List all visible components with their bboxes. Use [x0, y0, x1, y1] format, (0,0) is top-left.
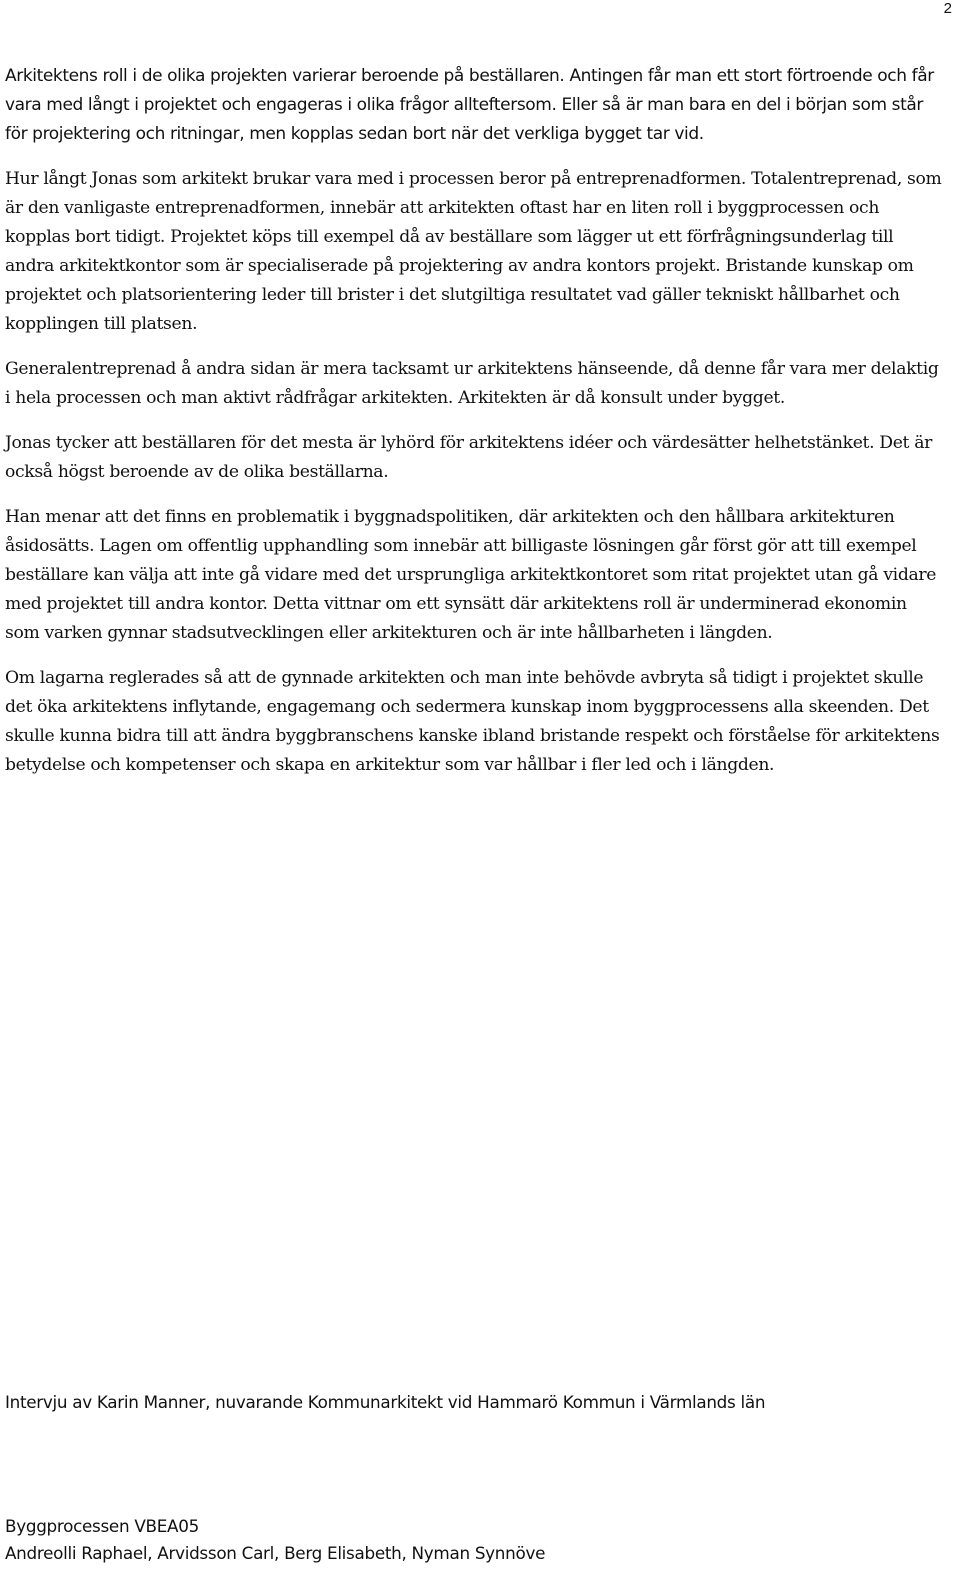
- paragraph-client-attitude: Jonas tycker att beställaren för det mesta är lyhörd för arkitektens idéer och värdesätter helhetstänket. Det är också högst beroende av de olika beställarna.: [5, 433, 932, 482]
- page-footer: [5, 1513, 945, 1567]
- interview-heading: Intervju av Karin Manner, nuvarande Kommunarkitekt vid Hammarö Kommun i Värmlands län: [5, 1392, 766, 1412]
- document-body: [5, 62, 945, 796]
- paragraph-law-regulation: Om lagarna reglerades så att de gynnade arkitekten och man inte behövde avbryta så tidigt i projektet skulle det öka arkitektens inflytande, engagemang och sedermera kunskap inom byggprocessens alla skeenden. Det skulle kunna bidra till att ändra byggbranschens kanske ibland bristande respekt och förståelse för arkitektens betydelse och kompetenser och skapa en arkitektur som var hållbar i fler led och i längden.: [5, 668, 940, 775]
- paragraph-general-contract: Generalentreprenad å andra sidan är mera tacksamt ur arkitektens hänseende, då denne får vara mer delaktig i hela processen och man aktivt rådfrågar arkitekten. Arkitekten är då konsult under bygget.: [5, 359, 939, 408]
- page-number: 2: [943, 0, 952, 17]
- paragraph-building-policy: Han menar att det finns en problematik i byggnadspolitiken, där arkitekten och den hållbara arkitekturen åsidosätts. Lagen om offentlig upphandling som innebär att billigaste lösningen går först gör att till exempel beställare kan välja att inte gå vidare med det ursprungliga arkitektkontoret som ritat projektet utan gå vidare med projektet till andra kontor. Detta vittnar om ett synsätt där arkitektens roll är underminerad ekonomin som varken gynnar stadsutvecklingen eller arkitekturen och är inte hållbarheten i längden.: [5, 507, 937, 643]
- footer-course: Byggprocessen VBEA05: [5, 1516, 199, 1536]
- footer-authors: Andreolli Raphael, Arvidsson Carl, Berg Elisabeth, Nyman Synnöve: [5, 1543, 546, 1563]
- paragraph-contract-forms: Hur långt Jonas som arkitekt brukar vara med i processen beror på entreprenadformen. Totalentreprenad, som är den vanligaste entreprenadformen, innebär att arkitekten oftast har en liten roll i byggprocessen och kopplas bort tidigt. Projektet köps till exempel då av beställare som lägger ut ett förfrågningsunderlag till andra arkitektkontor som är specialiserade på projektering av andra kontors projekt. Bristande kunskap om projektet och platsorientering leder till brister i det slutgiltiga resultatet vad gäller tekniskt hållbarhet och kopplingen till platsen.: [5, 169, 942, 334]
- paragraph-architect-role: Arkitektens roll i de olika projekten varierar beroende på beställaren. Antingen får man ett stort förtroende och får vara med långt i projektet och engageras i olika frågor allteftersom. Eller så är man bara en del i början som står för projektering och ritningar, men kopplas sedan bort när det verkliga bygget tar vid.: [5, 66, 934, 144]
